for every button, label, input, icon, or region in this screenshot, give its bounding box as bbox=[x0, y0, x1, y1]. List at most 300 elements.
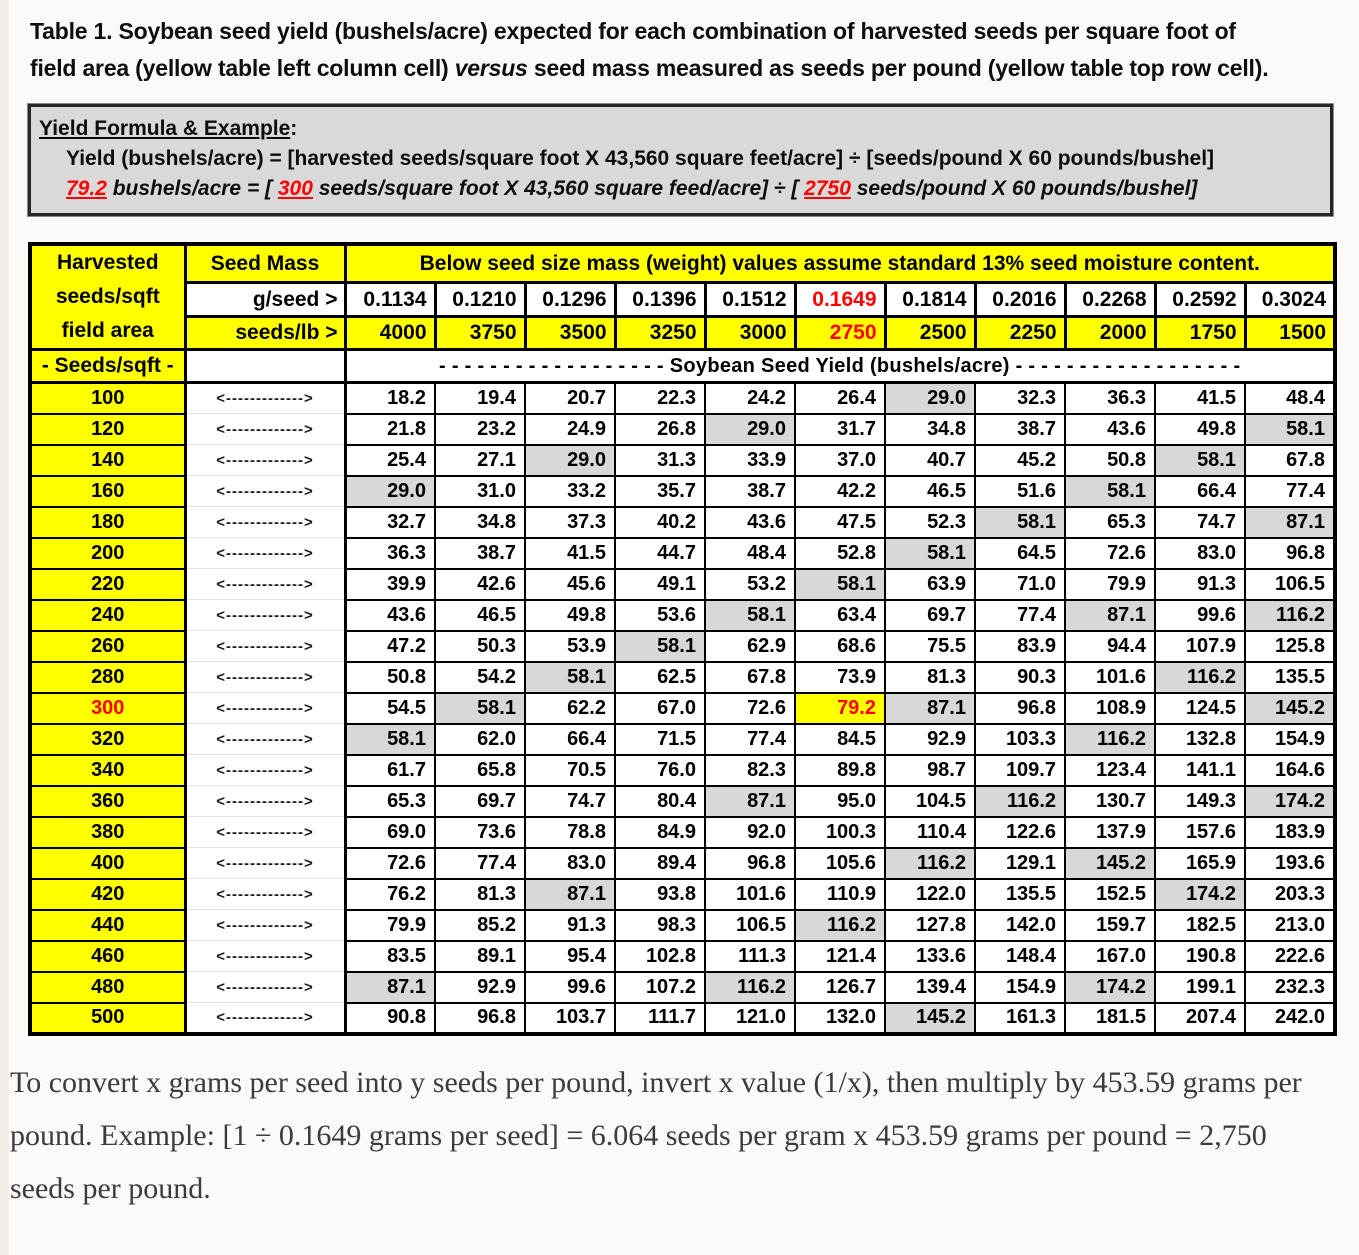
yield-cell: 110.9 bbox=[795, 879, 885, 910]
yield-cell: 157.6 bbox=[1155, 817, 1245, 848]
row-label: 180 bbox=[30, 507, 185, 538]
yield-cell: 74.7 bbox=[1155, 507, 1245, 538]
yield-cell: 48.4 bbox=[1245, 383, 1335, 414]
header-row-seedslb bbox=[30, 316, 1335, 349]
table-row bbox=[30, 972, 1335, 1003]
table-row bbox=[30, 383, 1335, 414]
yield-cell: 199.1 bbox=[1155, 972, 1245, 1003]
table-row bbox=[30, 879, 1335, 910]
yield-cell: 23.2 bbox=[435, 414, 525, 445]
yield-cell: 145.2 bbox=[1245, 693, 1335, 724]
header-seed-mass: Seed Mass bbox=[185, 244, 345, 283]
yield-cell: 79.9 bbox=[345, 910, 435, 941]
yield-cell: 106.5 bbox=[705, 910, 795, 941]
yield-cell: 67.8 bbox=[705, 662, 795, 693]
range-arrow: <-------------> bbox=[185, 600, 345, 631]
header-row-gseed bbox=[30, 283, 1335, 316]
yield-cell: 58.1 bbox=[615, 631, 705, 662]
gseed-value-cell: 0.1814 bbox=[885, 283, 975, 316]
table-row bbox=[30, 910, 1335, 941]
yield-cell: 43.6 bbox=[1065, 414, 1155, 445]
yield-cell: 87.1 bbox=[1245, 507, 1335, 538]
yield-cell: 19.4 bbox=[435, 383, 525, 414]
yield-cell: 41.5 bbox=[525, 538, 615, 569]
yield-cell: 133.6 bbox=[885, 941, 975, 972]
yield-cell: 116.2 bbox=[795, 910, 885, 941]
yield-cell: 96.8 bbox=[705, 848, 795, 879]
yield-cell: 141.1 bbox=[1155, 755, 1245, 786]
yield-cell: 22.3 bbox=[615, 383, 705, 414]
table-row bbox=[30, 817, 1335, 848]
yield-cell: 100.3 bbox=[795, 817, 885, 848]
range-arrow: <-------------> bbox=[185, 476, 345, 507]
header-row-1 bbox=[30, 244, 1335, 283]
yield-cell: 47.2 bbox=[345, 631, 435, 662]
yield-cell: 182.5 bbox=[1155, 910, 1245, 941]
gseed-value-cell: 0.1210 bbox=[435, 283, 525, 316]
yield-cell: 174.2 bbox=[1065, 972, 1155, 1003]
yield-cell: 77.4 bbox=[1245, 476, 1335, 507]
yield-cell: 40.2 bbox=[615, 507, 705, 538]
gseed-label: g/seed > bbox=[185, 283, 345, 316]
yield-cell: 149.3 bbox=[1155, 786, 1245, 817]
yield-cell: 77.4 bbox=[975, 600, 1065, 631]
yield-cell: 26.8 bbox=[615, 414, 705, 445]
yield-cell: 122.0 bbox=[885, 879, 975, 910]
yield-cell: 48.4 bbox=[705, 538, 795, 569]
range-arrow: <-------------> bbox=[185, 569, 345, 600]
formula-line: Yield (bushels/acre) = [harvested seeds/square foot X 43,560 square feet/acre] ÷ [seeds/pound X 60 pounds/bushel] bbox=[66, 147, 1215, 170]
row-label: 200 bbox=[30, 538, 185, 569]
yield-cell: 90.8 bbox=[345, 1003, 435, 1034]
yield-cell: 53.9 bbox=[525, 631, 615, 662]
yield-cell: 154.9 bbox=[1245, 724, 1335, 755]
yield-cell: 222.6 bbox=[1245, 941, 1335, 972]
yield-cell: 49.8 bbox=[1155, 414, 1245, 445]
seedslb-value-cell: 2000 bbox=[1065, 316, 1155, 349]
yield-cell: 58.1 bbox=[1245, 414, 1335, 445]
yield-cell: 82.3 bbox=[705, 755, 795, 786]
yield-cell: 73.6 bbox=[435, 817, 525, 848]
seedslb-value-cell: 3750 bbox=[435, 316, 525, 349]
range-arrow: <-------------> bbox=[185, 693, 345, 724]
yield-cell: 58.1 bbox=[705, 600, 795, 631]
yield-cell: 34.8 bbox=[435, 507, 525, 538]
yield-cell: 95.4 bbox=[525, 941, 615, 972]
yield-cell: 181.5 bbox=[1065, 1003, 1155, 1034]
row-label: 460 bbox=[30, 941, 185, 972]
table-row bbox=[30, 631, 1335, 662]
table-row bbox=[30, 724, 1335, 755]
row-label: 380 bbox=[30, 817, 185, 848]
yield-cell: 62.0 bbox=[435, 724, 525, 755]
yield-cell: 37.3 bbox=[525, 507, 615, 538]
yield-cell: 78.8 bbox=[525, 817, 615, 848]
yield-cell: 75.5 bbox=[885, 631, 975, 662]
yield-cell: 96.8 bbox=[1245, 538, 1335, 569]
yield-cell: 29.0 bbox=[525, 445, 615, 476]
yield-cell: 101.6 bbox=[1065, 662, 1155, 693]
yield-cell: 183.9 bbox=[1245, 817, 1335, 848]
yield-cell: 105.6 bbox=[795, 848, 885, 879]
yield-cell: 123.4 bbox=[1065, 755, 1155, 786]
range-arrow: <-------------> bbox=[185, 414, 345, 445]
yield-cell: 58.1 bbox=[795, 569, 885, 600]
seedslb-value-cell: 3500 bbox=[525, 316, 615, 349]
seedslb-value-cell: 2750 bbox=[795, 316, 885, 349]
yield-cell: 62.2 bbox=[525, 693, 615, 724]
yield-cell: 39.9 bbox=[345, 569, 435, 600]
row-label: 420 bbox=[30, 879, 185, 910]
seedslb-value-cell: 2500 bbox=[885, 316, 975, 349]
corner-line2: seeds/sqft bbox=[55, 285, 160, 308]
example-seeds-sqft-value: 300 bbox=[277, 177, 313, 200]
row-label: 260 bbox=[30, 631, 185, 662]
yield-cell: 90.3 bbox=[975, 662, 1065, 693]
yield-cell: 99.6 bbox=[1155, 600, 1245, 631]
yield-cell: 42.2 bbox=[795, 476, 885, 507]
yield-cell: 130.7 bbox=[1065, 786, 1155, 817]
range-arrow: <-------------> bbox=[185, 507, 345, 538]
caption-line2-pre: field area (yellow table left column cell) bbox=[30, 55, 455, 81]
yield-cell: 137.9 bbox=[1065, 817, 1155, 848]
yield-cell: 111.7 bbox=[615, 1003, 705, 1034]
table-row bbox=[30, 414, 1335, 445]
yield-cell: 193.6 bbox=[1245, 848, 1335, 879]
seedslb-value-cell: 3000 bbox=[705, 316, 795, 349]
yield-cell: 125.8 bbox=[1245, 631, 1335, 662]
yield-cell: 21.8 bbox=[345, 414, 435, 445]
yield-cell: 65.8 bbox=[435, 755, 525, 786]
yield-cell: 116.2 bbox=[1155, 662, 1245, 693]
row-label: 320 bbox=[30, 724, 185, 755]
yield-cell: 111.3 bbox=[705, 941, 795, 972]
range-arrow: <-------------> bbox=[185, 662, 345, 693]
yield-cell: 110.4 bbox=[885, 817, 975, 848]
corner-line1: Harvested bbox=[56, 251, 159, 274]
corner-line3: field area bbox=[61, 319, 154, 342]
yield-cell: 66.4 bbox=[525, 724, 615, 755]
example-seeds-lb-value: 2750 bbox=[804, 177, 851, 200]
table-row bbox=[30, 693, 1335, 724]
yield-cell: 207.4 bbox=[1155, 1003, 1245, 1034]
yield-cell: 98.7 bbox=[885, 755, 975, 786]
yield-cell: 127.8 bbox=[885, 910, 975, 941]
yield-cell: 53.2 bbox=[705, 569, 795, 600]
table-row bbox=[30, 476, 1335, 507]
gseed-value-cell: 0.1512 bbox=[705, 283, 795, 316]
yield-cell: 68.6 bbox=[795, 631, 885, 662]
example-mid1: bushels/acre = [ bbox=[106, 177, 278, 200]
yield-cell: 32.3 bbox=[975, 383, 1065, 414]
yield-cell: 139.4 bbox=[885, 972, 975, 1003]
yield-cell: 49.8 bbox=[525, 600, 615, 631]
caption-line1: Table 1. Soybean seed yield (bushels/acre) expected for each combination of harvested seeds per square foot of bbox=[30, 18, 1236, 44]
conversion-note: To convert x grams per seed into y seeds per pound, invert x value (1/x), then multiply by 453.59 grams per pound. Example: [1 ÷ 0.1649 grams per seed] = 6.064 seeds per gram x 453.59 grams per pound = 2,750 seeds per pound. bbox=[10, 1065, 1302, 1205]
yield-cell: 50.3 bbox=[435, 631, 525, 662]
yield-cell: 77.4 bbox=[705, 724, 795, 755]
yield-cell: 167.0 bbox=[1065, 941, 1155, 972]
table-row bbox=[30, 786, 1335, 817]
yield-cell: 159.7 bbox=[1065, 910, 1155, 941]
formula-heading-colon: : bbox=[290, 117, 298, 140]
yield-cell: 132.8 bbox=[1155, 724, 1245, 755]
yield-cell: 24.2 bbox=[705, 383, 795, 414]
yield-cell: 24.9 bbox=[525, 414, 615, 445]
row-label: 400 bbox=[30, 848, 185, 879]
yield-cell: 53.6 bbox=[615, 600, 705, 631]
seedslb-value-cell: 2250 bbox=[975, 316, 1065, 349]
yield-cell: 102.8 bbox=[615, 941, 705, 972]
yield-cell: 98.3 bbox=[615, 910, 705, 941]
yield-cell: 190.8 bbox=[1155, 941, 1245, 972]
page-edge-strip bbox=[0, 0, 9, 1255]
yield-cell: 83.0 bbox=[525, 848, 615, 879]
row-label: 120 bbox=[30, 414, 185, 445]
yield-cell: 116.2 bbox=[975, 786, 1065, 817]
row-label: 340 bbox=[30, 755, 185, 786]
yield-cell: 38.7 bbox=[435, 538, 525, 569]
yield-cell: 81.3 bbox=[885, 662, 975, 693]
yield-cell: 47.5 bbox=[795, 507, 885, 538]
yield-cell: 126.7 bbox=[795, 972, 885, 1003]
yield-cell: 38.7 bbox=[705, 476, 795, 507]
row-label: 100 bbox=[30, 383, 185, 414]
example-mid2: seeds/square foot X 43,560 square feed/acre] ÷ [ bbox=[312, 177, 805, 200]
moisture-banner: Below seed size mass (weight) values assume standard 13% seed moisture content. bbox=[345, 244, 1335, 283]
yield-cell: 96.8 bbox=[435, 1003, 525, 1034]
range-arrow: <-------------> bbox=[185, 1003, 345, 1034]
yield-cell: 58.1 bbox=[885, 538, 975, 569]
yield-cell: 145.2 bbox=[1065, 848, 1155, 879]
yield-cell: 69.7 bbox=[885, 600, 975, 631]
yield-cell: 83.9 bbox=[975, 631, 1065, 662]
yield-cell: 72.6 bbox=[705, 693, 795, 724]
yield-cell: 165.9 bbox=[1155, 848, 1245, 879]
yield-cell: 71.5 bbox=[615, 724, 705, 755]
yield-cell: 70.5 bbox=[525, 755, 615, 786]
yield-cell: 109.7 bbox=[975, 755, 1065, 786]
yield-cell: 80.4 bbox=[615, 786, 705, 817]
yield-cell: 87.1 bbox=[525, 879, 615, 910]
range-arrow: <-------------> bbox=[185, 879, 345, 910]
yield-cell: 49.1 bbox=[615, 569, 705, 600]
yield-cell: 96.8 bbox=[975, 693, 1065, 724]
yield-cell: 174.2 bbox=[1155, 879, 1245, 910]
yield-cell: 46.5 bbox=[435, 600, 525, 631]
yield-cell: 107.9 bbox=[1155, 631, 1245, 662]
yield-cell: 79.9 bbox=[1065, 569, 1155, 600]
yield-cell: 44.7 bbox=[615, 538, 705, 569]
yield-cell: 52.3 bbox=[885, 507, 975, 538]
table-row bbox=[30, 538, 1335, 569]
yield-table-body bbox=[30, 383, 1335, 1034]
yield-cell: 83.5 bbox=[345, 941, 435, 972]
row-label: 240 bbox=[30, 600, 185, 631]
yield-cell: 58.1 bbox=[345, 724, 435, 755]
yield-cell: 20.7 bbox=[525, 383, 615, 414]
yield-cell: 121.4 bbox=[795, 941, 885, 972]
gseed-value-cell: 0.2016 bbox=[975, 283, 1065, 316]
formula-box bbox=[28, 104, 1333, 216]
yield-cell: 81.3 bbox=[435, 879, 525, 910]
row-label: 360 bbox=[30, 786, 185, 817]
yield-cell: 31.7 bbox=[795, 414, 885, 445]
yield-cell: 99.6 bbox=[525, 972, 615, 1003]
table-row bbox=[30, 507, 1335, 538]
yield-cell: 213.0 bbox=[1245, 910, 1335, 941]
yield-cell: 62.9 bbox=[705, 631, 795, 662]
row-label: 500 bbox=[30, 1003, 185, 1034]
gseed-value-cell: 0.1649 bbox=[795, 283, 885, 316]
range-arrow: <-------------> bbox=[185, 786, 345, 817]
yield-cell: 89.8 bbox=[795, 755, 885, 786]
yield-cell: 152.5 bbox=[1065, 879, 1155, 910]
yield-cell: 87.1 bbox=[705, 786, 795, 817]
range-arrow: <-------------> bbox=[185, 910, 345, 941]
range-arrow: <-------------> bbox=[185, 724, 345, 755]
example-line bbox=[39, 174, 1320, 204]
yield-cell: 121.0 bbox=[705, 1003, 795, 1034]
yield-cell: 72.6 bbox=[345, 848, 435, 879]
yield-banner: - - - - - - - - - - - - - - - - - - Soybean Seed Yield (bushels/acre) - - - - - - - - - - - - - - - - - - bbox=[345, 350, 1335, 383]
yield-cell: 101.6 bbox=[705, 879, 795, 910]
yield-cell: 242.0 bbox=[1245, 1003, 1335, 1034]
range-arrow: <-------------> bbox=[185, 941, 345, 972]
yield-cell: 72.6 bbox=[1065, 538, 1155, 569]
yield-cell: 36.3 bbox=[345, 538, 435, 569]
range-arrow: <-------------> bbox=[185, 631, 345, 662]
yield-cell: 64.5 bbox=[975, 538, 1065, 569]
yield-cell: 85.2 bbox=[435, 910, 525, 941]
yield-cell: 58.1 bbox=[525, 662, 615, 693]
row-label: 480 bbox=[30, 972, 185, 1003]
gseed-value-cell: 0.3024 bbox=[1245, 283, 1335, 316]
yield-cell: 87.1 bbox=[345, 972, 435, 1003]
yield-cell: 77.4 bbox=[435, 848, 525, 879]
yield-cell: 63.9 bbox=[885, 569, 975, 600]
yield-cell: 69.7 bbox=[435, 786, 525, 817]
yield-cell: 67.8 bbox=[1245, 445, 1335, 476]
gseed-value-cell: 0.2268 bbox=[1065, 283, 1155, 316]
yield-cell: 51.6 bbox=[975, 476, 1065, 507]
yield-cell: 91.3 bbox=[525, 910, 615, 941]
seedslb-value-cell: 1500 bbox=[1245, 316, 1335, 349]
yield-cell: 26.4 bbox=[795, 383, 885, 414]
table-row bbox=[30, 755, 1335, 786]
yield-cell: 37.0 bbox=[795, 445, 885, 476]
row-label: 440 bbox=[30, 910, 185, 941]
range-arrow: <-------------> bbox=[185, 383, 345, 414]
table-row bbox=[30, 848, 1335, 879]
formula-heading bbox=[39, 114, 1320, 144]
yield-cell: 40.7 bbox=[885, 445, 975, 476]
yield-cell: 66.4 bbox=[1155, 476, 1245, 507]
yield-cell: 52.8 bbox=[795, 538, 885, 569]
row-label: 160 bbox=[30, 476, 185, 507]
yield-cell: 42.6 bbox=[435, 569, 525, 600]
table-row bbox=[30, 662, 1335, 693]
yield-cell: 116.2 bbox=[1245, 600, 1335, 631]
yield-cell: 43.6 bbox=[345, 600, 435, 631]
yield-cell: 41.5 bbox=[1155, 383, 1245, 414]
yield-cell: 65.3 bbox=[1065, 507, 1155, 538]
yield-cell: 161.3 bbox=[975, 1003, 1065, 1034]
yield-cell: 91.3 bbox=[1155, 569, 1245, 600]
yield-cell: 135.5 bbox=[1245, 662, 1335, 693]
example-yield-value: 79.2 bbox=[66, 177, 107, 200]
yield-cell: 46.5 bbox=[885, 476, 975, 507]
example-yield-cell: 79.2 bbox=[795, 693, 885, 724]
yield-cell: 89.4 bbox=[615, 848, 705, 879]
gseed-value-cell: 0.2592 bbox=[1155, 283, 1245, 316]
yield-cell: 45.2 bbox=[975, 445, 1065, 476]
yield-cell: 33.2 bbox=[525, 476, 615, 507]
yield-cell: 116.2 bbox=[885, 848, 975, 879]
yield-cell: 95.0 bbox=[795, 786, 885, 817]
yield-cell: 54.2 bbox=[435, 662, 525, 693]
yield-cell: 103.7 bbox=[525, 1003, 615, 1034]
yield-cell: 108.9 bbox=[1065, 693, 1155, 724]
yield-cell: 129.1 bbox=[975, 848, 1065, 879]
yield-cell: 94.4 bbox=[1065, 631, 1155, 662]
formula-heading-text: Yield Formula & Example bbox=[39, 117, 291, 140]
row-label: 280 bbox=[30, 662, 185, 693]
yield-cell: 65.3 bbox=[345, 786, 435, 817]
yield-cell: 29.0 bbox=[345, 476, 435, 507]
yield-cell: 135.5 bbox=[975, 879, 1065, 910]
seedslb-value-cell: 4000 bbox=[345, 316, 435, 349]
yield-cell: 71.0 bbox=[975, 569, 1065, 600]
yield-cell: 25.4 bbox=[345, 445, 435, 476]
yield-cell: 63.4 bbox=[795, 600, 885, 631]
yield-cell: 33.9 bbox=[705, 445, 795, 476]
yield-cell: 35.7 bbox=[615, 476, 705, 507]
yield-cell: 45.6 bbox=[525, 569, 615, 600]
range-arrow: <-------------> bbox=[185, 848, 345, 879]
yield-cell: 104.5 bbox=[885, 786, 975, 817]
yield-cell: 132.0 bbox=[795, 1003, 885, 1034]
yield-cell: 203.3 bbox=[1245, 879, 1335, 910]
yield-cell: 174.2 bbox=[1245, 786, 1335, 817]
table-row bbox=[30, 1003, 1335, 1034]
gseed-value-cell: 0.1134 bbox=[345, 283, 435, 316]
yield-cell: 32.7 bbox=[345, 507, 435, 538]
yield-cell: 50.8 bbox=[345, 662, 435, 693]
table-row bbox=[30, 600, 1335, 631]
yield-cell: 76.2 bbox=[345, 879, 435, 910]
yield-cell: 93.8 bbox=[615, 879, 705, 910]
yield-cell: 54.5 bbox=[345, 693, 435, 724]
yield-cell: 36.3 bbox=[1065, 383, 1155, 414]
yield-cell: 62.5 bbox=[615, 662, 705, 693]
yield-cell: 76.0 bbox=[615, 755, 705, 786]
range-arrow: <-------------> bbox=[185, 445, 345, 476]
table-row bbox=[30, 941, 1335, 972]
yield-cell: 145.2 bbox=[885, 1003, 975, 1034]
yield-cell: 58.1 bbox=[975, 507, 1065, 538]
range-arrow: <-------------> bbox=[185, 538, 345, 569]
seedslb-value-cell: 3250 bbox=[615, 316, 705, 349]
range-arrow: <-------------> bbox=[185, 755, 345, 786]
range-arrow: <-------------> bbox=[185, 972, 345, 1003]
yield-cell: 116.2 bbox=[705, 972, 795, 1003]
yield-cell: 232.3 bbox=[1245, 972, 1335, 1003]
range-arrow: <-------------> bbox=[185, 817, 345, 848]
yield-cell: 58.1 bbox=[435, 693, 525, 724]
yield-cell: 58.1 bbox=[1065, 476, 1155, 507]
yield-cell: 107.2 bbox=[615, 972, 705, 1003]
